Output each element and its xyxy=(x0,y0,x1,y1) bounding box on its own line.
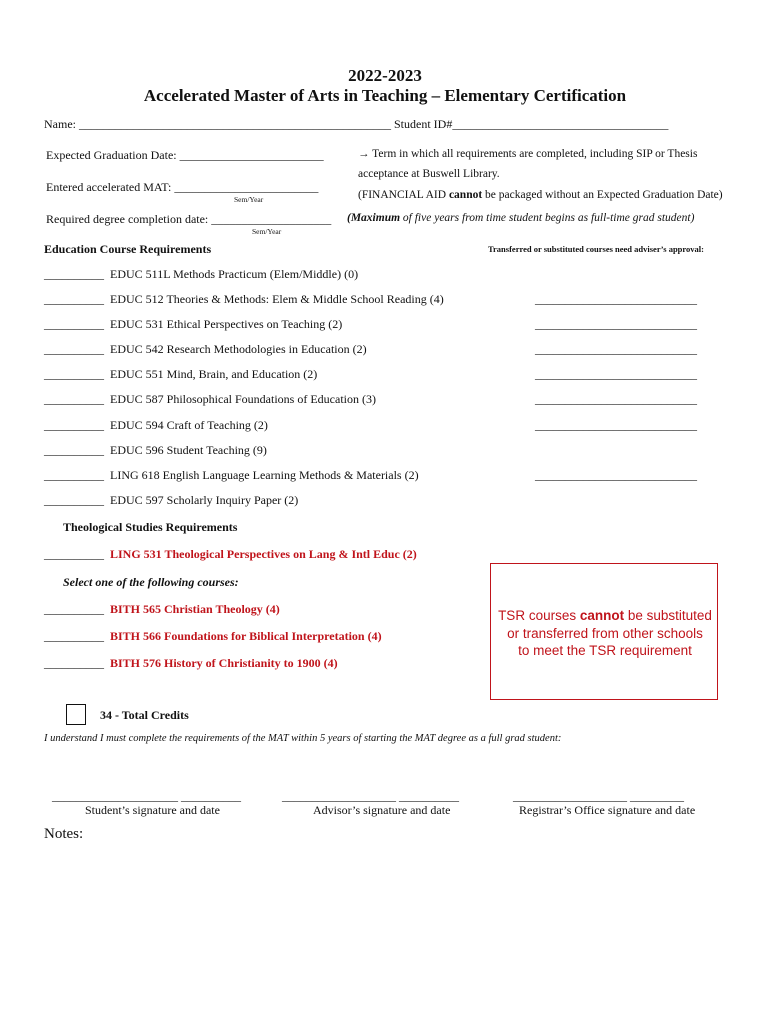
total-credits-label: 34 - Total Credits xyxy=(100,708,189,722)
approval-blank[interactable]: ___________________________ xyxy=(535,418,697,432)
approval-blank[interactable]: ___________________________ xyxy=(535,317,697,331)
course-row: __________ EDUC 596 Student Teaching (9) xyxy=(44,443,267,457)
education-heading: Education Course Requirements xyxy=(44,242,212,256)
student-signature-line[interactable]: _____________________ __________ xyxy=(52,789,241,803)
total-credits-checkbox[interactable] xyxy=(66,704,86,725)
approval-blank[interactable]: ___________________________ xyxy=(535,292,697,306)
tsr-notice-text: TSR courses cannot be substituted or transferred from other schools to meet the TSR requirement xyxy=(498,608,712,658)
registrar-signature-label: Registrar’s Office signature and date xyxy=(519,803,696,817)
name-student-id-line[interactable]: Name: ____________________________________________________ Student ID#____________________________________ xyxy=(44,117,669,131)
form-year: 2022-2023 xyxy=(348,66,422,85)
course-row: __________ EDUC 597 Scholarly Inquiry Paper (2) xyxy=(44,493,299,507)
completion-blank[interactable]: __________ xyxy=(44,656,104,670)
completion-blank[interactable]: __________ xyxy=(44,267,104,281)
completion-blank[interactable]: __________ xyxy=(44,443,104,457)
student-signature-label: Student’s signature and date xyxy=(85,803,220,817)
registrar-signature-line[interactable]: ___________________ _________ xyxy=(513,789,684,803)
course-row: __________ LING 618 English Language Learning Methods & Materials (2) xyxy=(44,468,419,482)
arrow-icon: → xyxy=(358,148,370,160)
term-note-line2: acceptance at Buswell Library. xyxy=(358,168,500,180)
course-row: __________ EDUC 512 Theories & Methods: Elem & Middle School Reading (4) xyxy=(44,292,444,306)
entered-mat-field[interactable]: Entered accelerated MAT: ________________________ xyxy=(46,180,319,194)
completion-blank[interactable]: __________ xyxy=(44,392,104,406)
course-row: __________ EDUC 594 Craft of Teaching (2) xyxy=(44,418,268,432)
course-row: __________ EDUC 531 Ethical Perspectives on Teaching (2) xyxy=(44,317,343,331)
completion-blank[interactable]: __________ xyxy=(44,629,104,643)
term-note-line1: → Term in which all requirements are completed, including SIP or Thesis xyxy=(358,148,698,160)
completion-blank[interactable]: __________ xyxy=(44,342,104,356)
approval-blank[interactable]: ___________________________ xyxy=(535,392,697,406)
completion-blank[interactable]: __________ xyxy=(44,493,104,507)
financial-aid-note: (FINANCIAL AID cannot be packaged without an Expected Graduation Date) xyxy=(358,189,723,201)
completion-blank[interactable]: __________ xyxy=(44,292,104,306)
course-row: __________ BITH 565 Christian Theology (4) xyxy=(44,602,280,616)
completion-blank[interactable]: __________ xyxy=(44,602,104,616)
transfer-note: Transferred or substituted courses need adviser’s approval: xyxy=(488,244,704,254)
course-row: __________ BITH 566 Foundations for Biblical Interpretation (4) xyxy=(44,629,382,643)
course-row: __________ EDUC 511L Methods Practicum (Elem/Middle) (0) xyxy=(44,267,359,281)
completion-blank[interactable]: __________ xyxy=(44,418,104,432)
theology-heading: Theological Studies Requirements xyxy=(63,520,238,534)
required-completion-date-field[interactable]: Required degree completion date: ____________________ xyxy=(46,212,332,226)
course-row: __________ BITH 576 History of Christianity to 1900 (4) xyxy=(44,656,338,670)
approval-blank[interactable]: ___________________________ xyxy=(535,367,697,381)
course-row: __________ EDUC 551 Mind, Brain, and Education (2) xyxy=(44,367,318,381)
course-row: __________ EDUC 587 Philosophical Foundations of Education (3) xyxy=(44,392,376,406)
completion-blank[interactable]: __________ xyxy=(44,547,104,561)
completion-blank[interactable]: __________ xyxy=(44,468,104,482)
course-row: __________ LING 531 Theological Perspectives on Lang & Intl Educ (2) xyxy=(44,547,417,561)
course-row: __________ EDUC 542 Research Methodologies in Education (2) xyxy=(44,342,367,356)
completion-blank[interactable]: __________ xyxy=(44,367,104,381)
expected-graduation-date-field[interactable]: Expected Graduation Date: ________________________ xyxy=(46,148,324,162)
advisor-signature-label: Advisor’s signature and date xyxy=(313,803,451,817)
completion-blank[interactable]: __________ xyxy=(44,317,104,331)
select-note: Select one of the following courses: xyxy=(63,575,239,589)
sem-year-hint: Sem/Year xyxy=(252,227,282,236)
approval-blank[interactable]: ___________________________ xyxy=(535,342,697,356)
notes-label: Notes: xyxy=(44,826,84,842)
sem-year-hint: Sem/Year xyxy=(234,195,264,204)
approval-blank[interactable]: ___________________________ xyxy=(535,468,697,482)
advisor-signature-line[interactable]: ___________________ __________ xyxy=(282,789,459,803)
form-title: Accelerated Master of Arts in Teaching – Elementary Certification xyxy=(143,86,627,105)
maximum-note: (Maximum of five years from time student begins as full-time grad student) xyxy=(347,212,695,224)
understand-statement: I understand I must complete the requirements of the MAT within 5 years of starting the MAT degree as a full grad student: xyxy=(44,733,562,744)
